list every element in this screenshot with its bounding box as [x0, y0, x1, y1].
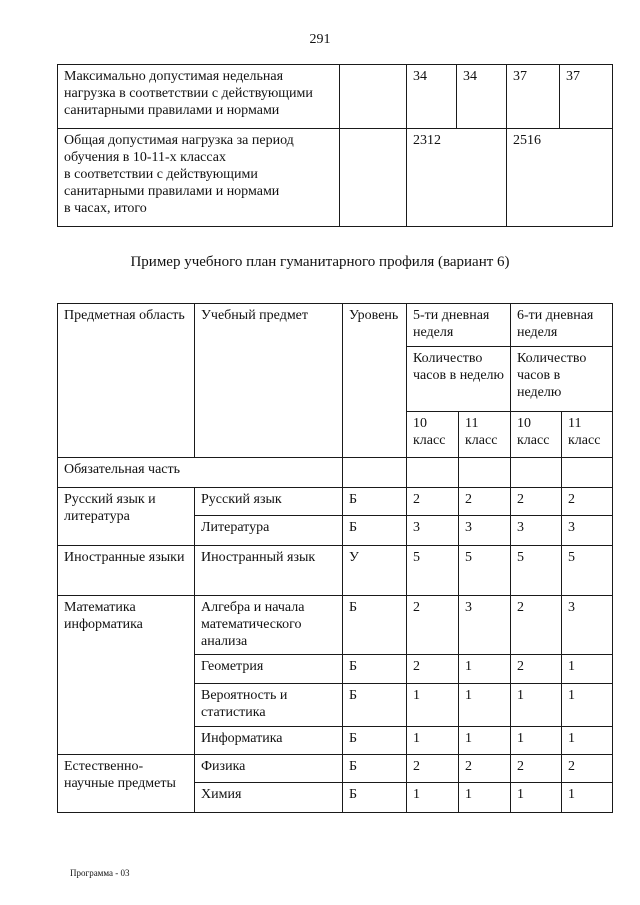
- table-cell-hours: 3: [407, 516, 459, 546]
- table-cell-blank: [407, 458, 459, 488]
- table-cell-label: [58, 129, 340, 227]
- table-cell-subject: Алгебра и начала математического анализа: [195, 596, 343, 655]
- header-grade-10: 10 класс: [407, 412, 459, 458]
- text-line: санитарными правилами и нормами: [64, 184, 280, 199]
- header-subject: Учебный предмет: [195, 304, 343, 458]
- table-cell-hours: 1: [459, 727, 511, 755]
- table-cell-level: У: [343, 546, 407, 596]
- table-cell-blank: [343, 458, 407, 488]
- table-cell-hours: 2: [459, 488, 511, 516]
- table-cell-hours: 3: [562, 516, 613, 546]
- header-hours-per-week: Количество часов в неделю: [407, 347, 511, 412]
- table-cell-subject: Химия: [195, 783, 343, 813]
- table-row: [58, 65, 613, 129]
- table-caption: Пример учебного план гуманитарного профиля (вариант 6): [130, 254, 510, 270]
- table-cell-hours: 2: [459, 755, 511, 783]
- load-summary-table: [57, 64, 613, 227]
- text-line: обучения в 10-11-х классах: [64, 150, 226, 165]
- header-grade-10: 10 класс: [511, 412, 562, 458]
- table-cell-hours: 1: [459, 684, 511, 727]
- table-cell-hours: 2: [511, 755, 562, 783]
- table-row: [58, 546, 613, 596]
- table-cell-hours: 3: [562, 596, 613, 655]
- table-cell-subject: Вероятность и статистика: [195, 684, 343, 727]
- table-cell-hours: 1: [407, 684, 459, 727]
- table-cell-hours: 2: [407, 488, 459, 516]
- footer-program-code: Программа - 03: [70, 868, 130, 878]
- table-cell-hours: 1: [562, 684, 613, 727]
- table-cell-hours: 2: [511, 488, 562, 516]
- table-cell-hours: 5: [407, 546, 459, 596]
- table-cell-hours: 5: [459, 546, 511, 596]
- table-cell-hours: 5: [511, 546, 562, 596]
- table-cell-level: Б: [343, 516, 407, 546]
- table-cell-value: 2516: [507, 129, 613, 227]
- table-cell-level: Б: [343, 655, 407, 684]
- table-cell-hours: 1: [562, 655, 613, 684]
- table-row: [58, 129, 613, 227]
- table-cell-blank: [511, 458, 562, 488]
- table-cell-hours: 1: [407, 783, 459, 813]
- table-cell-level: Б: [343, 488, 407, 516]
- table-cell-hours: 1: [511, 783, 562, 813]
- table-cell-hours: 3: [459, 516, 511, 546]
- table-cell-subject: Информатика: [195, 727, 343, 755]
- curriculum-table: [57, 303, 613, 813]
- table-cell-area: Русский язык и литература: [58, 488, 195, 546]
- table-cell-hours: 2: [407, 655, 459, 684]
- table-cell-hours: 2: [407, 596, 459, 655]
- table-cell-label: Максимально допустимая недельная нагрузка в соответствии с действующими санитарными правилами и нормами: [58, 65, 340, 129]
- text-line: в соответствии с действующими: [64, 167, 258, 182]
- header-five-day-week: 5-ти дневная неделя: [407, 304, 511, 347]
- table-cell-hours: 2: [562, 488, 613, 516]
- table-cell-hours: 2: [511, 596, 562, 655]
- table-row: [58, 488, 613, 516]
- table-cell-level: Б: [343, 684, 407, 727]
- table-cell-value: 2312: [407, 129, 507, 227]
- header-level: Уровень: [343, 304, 407, 458]
- table-cell-area: Иностранные языки: [58, 546, 195, 596]
- table-cell-blank: [562, 458, 613, 488]
- table-cell-subject: Литература: [195, 516, 343, 546]
- table-cell-hours: 1: [562, 727, 613, 755]
- table-cell-hours: 1: [459, 655, 511, 684]
- table-cell-subject: Геометрия: [195, 655, 343, 684]
- section-row: [58, 458, 613, 488]
- table-cell-value: 37: [560, 65, 613, 129]
- table-cell-area: Математика информатика: [58, 596, 195, 755]
- table-cell-hours: 1: [511, 684, 562, 727]
- table-cell-hours: 1: [459, 783, 511, 813]
- table-cell-level: Б: [343, 783, 407, 813]
- table-cell-hours: 2: [511, 655, 562, 684]
- table-cell-hours: 1: [562, 783, 613, 813]
- table-cell-value: 34: [457, 65, 507, 129]
- section-title: Обязательная часть: [58, 458, 343, 488]
- table-cell-hours: 1: [511, 727, 562, 755]
- header-grade-11: 11 класс: [562, 412, 613, 458]
- table-cell-subject: Иностранный язык: [195, 546, 343, 596]
- table-cell-area: Естественно-научные предметы: [58, 755, 195, 813]
- header-six-day-week: 6-ти дневная неделя: [511, 304, 613, 347]
- table-cell-level: Б: [343, 596, 407, 655]
- table-cell-hours: 2: [562, 755, 613, 783]
- header-hours-per-week: Количество часов в неделю: [511, 347, 613, 412]
- table-row: [58, 755, 613, 783]
- table-cell-value: 37: [507, 65, 560, 129]
- header-subject-area: Предметная область: [58, 304, 195, 458]
- table-cell-hours: 2: [407, 755, 459, 783]
- text-line: Общая допустимая нагрузка за период: [64, 133, 294, 148]
- table-cell-blank: [459, 458, 511, 488]
- table-cell-blank: [340, 129, 407, 227]
- table-cell-level: Б: [343, 727, 407, 755]
- table-header-row: [58, 304, 613, 347]
- page-number: 291: [309, 32, 331, 47]
- table-cell-hours: 3: [511, 516, 562, 546]
- table-cell-subject: Физика: [195, 755, 343, 783]
- table-cell-hours: 1: [407, 727, 459, 755]
- header-grade-11: 11 класс: [459, 412, 511, 458]
- table-cell-value: 34: [407, 65, 457, 129]
- table-cell-hours: 3: [459, 596, 511, 655]
- table-cell-level: Б: [343, 755, 407, 783]
- table-cell-hours: 5: [562, 546, 613, 596]
- table-cell-subject: Русский язык: [195, 488, 343, 516]
- text-line: в часах, итого: [64, 201, 147, 216]
- table-row: [58, 596, 613, 655]
- table-cell-blank: [340, 65, 407, 129]
